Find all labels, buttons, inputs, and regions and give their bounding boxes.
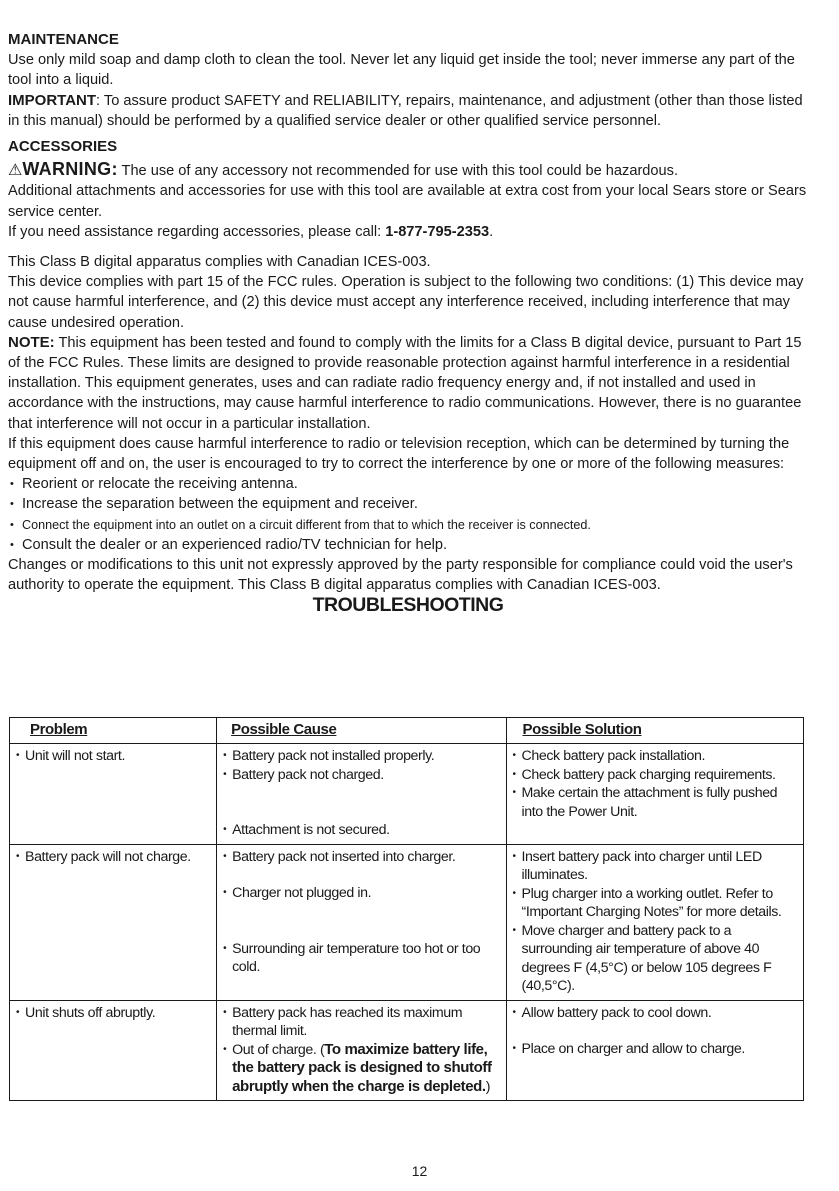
problem-cell: • Battery pack will not charge. (10, 844, 217, 1000)
problem-cell: • Unit will not start. (10, 744, 217, 845)
header-problem: Problem (10, 718, 217, 744)
solution-cell: • Check battery pack installation. • Check battery pack charging requirements. • Make certain the attachment is fully pushed into the Power Unit. (506, 744, 803, 845)
interference-text: If this equipment does cause harmful interference to radio or television reception, which can be determined by turning the equipment off and on, the user is encouraged to try to correct the interference by one or more of the following measures: (8, 435, 790, 473)
measures-list (8, 474, 808, 555)
phone-number: 1-877-795-2353 (385, 223, 490, 240)
warning-triangle-icon: ⚠ (8, 162, 23, 180)
list-item: • Connect the equipment into an outlet on a circuit different from that to which the receiver is connected. (8, 515, 808, 535)
shutoff-note: To maximize battery life, the battery pack is designed to shutoff abruptly when the charge is depleted. (232, 1040, 492, 1095)
accessories-text: Additional attachments and accessories for use with this tool are available at extra cost from your local Sears store or Sears service center. (8, 183, 807, 220)
modifications-text: Changes or modifications to this unit not expressly approved by the party responsible for compliance could void the user's authority to operate the equipment. This Class B digital apparatus complies with Canadian ICES-003. (8, 557, 793, 594)
cause-cell: • Battery pack has reached its maximum thermal limit. • Out of charge. (To maximize battery life, the battery pack is designed to shutoff abruptly when the charge is depleted.) (217, 1000, 506, 1101)
fcc-note: NOTE: This equipment has been tested and found to comply with the limits for a Class B digital device, pursuant to Part 15 of the FCC Rules. These limits are designed to provide reasonable protection against harmful interference in a residential installation. This equipment generates, uses and can radiate radio frequency energy and, if not installed and used in accordance with the instructions, may cause harmful interference to radio communications. However, there is no guarantee that interference will not occur in a particular installation. (8, 333, 802, 432)
solution-cell: • Allow battery pack to cool down. • Place on charger and allow to charge. (506, 1000, 803, 1101)
list-item: • Increase the separation between the equipment and receiver. (8, 494, 808, 514)
table-row (10, 744, 804, 845)
accessories-heading: ACCESSORIES (8, 138, 118, 156)
warning-paragraph: ⚠WARNING: The use of any accessory not recommended for use with this tool could be hazardous. (8, 159, 679, 180)
table-row (10, 1000, 804, 1101)
header-cause: Possible Cause (217, 718, 506, 744)
page-number: 12 (411, 1163, 428, 1179)
maintenance-text: Use only mild soap and damp cloth to clean the tool. Never let any liquid get inside the tool; never immerse any part of the tool into a liquid. (8, 52, 795, 89)
important-paragraph: IMPORTANT: To assure product SAFETY and RELIABILITY, repairs, maintenance, and adjustment (other than those listed in this manual) should be performed by a qualified service dealer or other qualified service personnel. (8, 91, 803, 129)
table-row (10, 844, 804, 1000)
list-item: • Reorient or relocate the receiving antenna. (8, 474, 808, 494)
table-header-row (10, 718, 804, 744)
fcc-conditions: This device complies with part 15 of the FCC rules. Operation is subject to the following two conditions: (1) This device may not cause harmful interference, and (2) this device must accept any interference received, including interference that may cause undesired operation. (8, 274, 804, 331)
troubleshooting-table (9, 717, 804, 1101)
ices-statement: This Class B digital apparatus complies with Canadian ICES-003. (8, 254, 431, 271)
warning-label: WARNING: (22, 159, 118, 180)
note-label: NOTE: (8, 333, 55, 351)
list-item: • Consult the dealer or an experienced radio/TV technician for help. (8, 535, 808, 555)
manual-page (8, 30, 808, 616)
maintenance-heading: MAINTENANCE (8, 31, 119, 48)
troubleshooting-title: TROUBLESHOOTING (312, 594, 504, 617)
assistance-text: If you need assistance regarding accessories, please call: 1-877-795-2353. (8, 223, 494, 240)
important-label: IMPORTANT (8, 91, 97, 109)
header-solution: Possible Solution (506, 718, 803, 744)
problem-cell: • Unit shuts off abruptly. (10, 1000, 217, 1101)
solution-cell: • Insert battery pack into charger until LED illuminates. • Plug charger into a working outlet. Refer to “Important Charging Notes” for more details. • Move charger and battery pack to a surrounding air temperature of above 40 degrees F (4,5°C) or below 105 degrees F (40,5°C). (506, 844, 803, 1000)
cause-cell: • Battery pack not installed properly. • Battery pack not charged. • Attachment is not secured. (217, 744, 506, 845)
cause-cell: • Battery pack not inserted into charger. • Charger not plugged in. • Surrounding air temperature too hot or too cold. (217, 844, 506, 1000)
